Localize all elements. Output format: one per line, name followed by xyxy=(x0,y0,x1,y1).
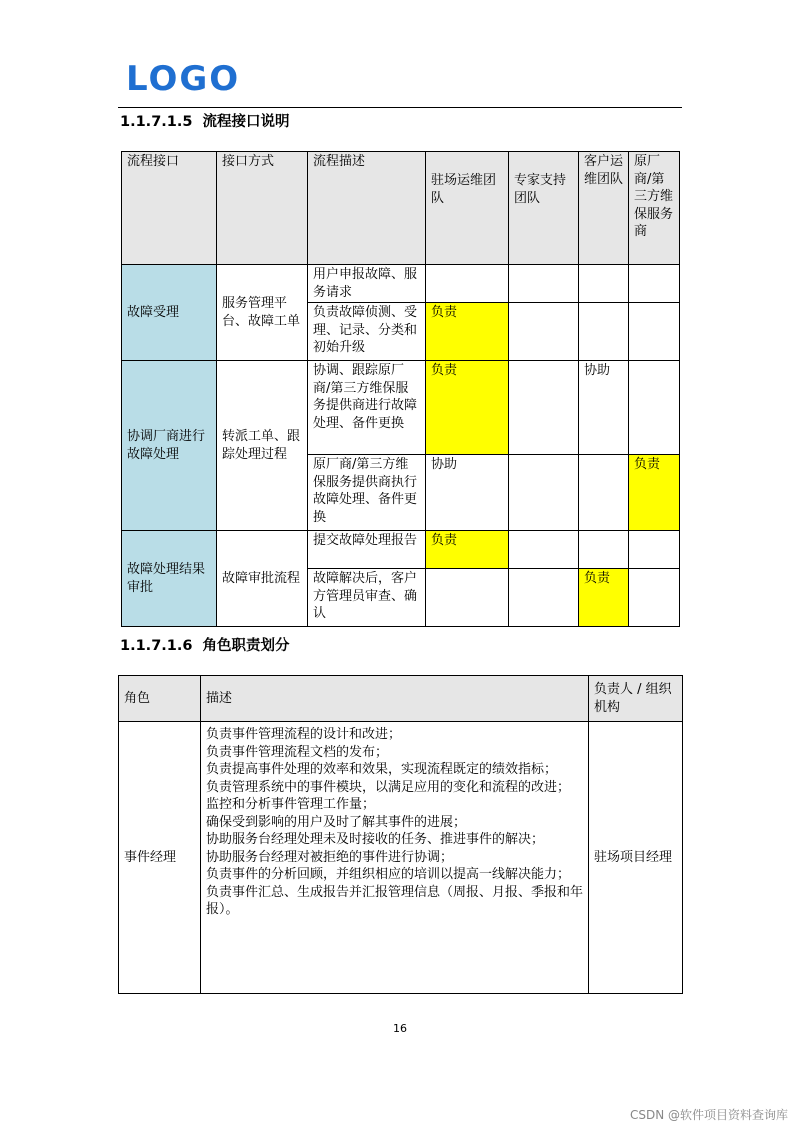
duty-line: 负责事件管理流程文档的发布； xyxy=(206,744,389,760)
resp-cell xyxy=(579,455,629,531)
duty-line: 负责事件的分析回顾，并组织相应的培训以提高一线解决能力； xyxy=(206,867,571,882)
stage-cell: 故障处理结果审批 xyxy=(122,531,217,627)
resp-cell: 负责 xyxy=(629,455,680,531)
resp-cell xyxy=(426,265,509,303)
resp-cell: 协助 xyxy=(579,361,629,455)
duty-line: 监控和分析事件管理工作量； xyxy=(206,797,376,812)
interface-table xyxy=(121,151,680,627)
page-number: 16 xyxy=(393,1022,407,1035)
resp-cell xyxy=(629,531,680,569)
col-header: 负责人 / 组织机构 xyxy=(589,676,683,722)
stage-cell: 故障受理 xyxy=(122,265,217,361)
resp-cell: 负责 xyxy=(426,303,509,361)
method-cell: 转派工单、跟踪处理过程 xyxy=(217,361,308,531)
header-rule xyxy=(118,107,682,108)
resp-cell xyxy=(509,361,579,455)
duty-line: 负责事件管理流程的设计和改进； xyxy=(206,727,402,742)
resp-cell xyxy=(509,455,579,531)
resp-cell: 负责 xyxy=(426,531,509,569)
section-number: 1.1.7.1.6 xyxy=(120,638,193,654)
duty-line: 协助服务台经理对被拒绝的事件进行协调； xyxy=(206,849,454,865)
resp-cell xyxy=(579,531,629,569)
col-header: 原厂商/第三方维保服务商 xyxy=(629,152,680,265)
section-title: 流程接口说明 xyxy=(202,114,290,130)
resp-cell xyxy=(579,265,629,303)
roles-table xyxy=(118,675,683,994)
col-header: 流程描述 xyxy=(308,152,426,265)
table-header-row xyxy=(119,676,683,722)
role-description xyxy=(201,722,589,994)
duty-line: 协助服务台经理处理未及时接收的任务、推进事件的解决； xyxy=(206,832,545,847)
section-heading-roles xyxy=(120,636,289,656)
watermark: CSDN @软件项目资料查询库 xyxy=(629,1108,788,1122)
desc-cell: 原厂商/第三方维保服务提供商执行故障处理、备件更换 xyxy=(308,455,426,531)
table-row xyxy=(122,265,680,303)
duty-line: 负责提高事件处理的效率和效果，实现流程既定的绩效指标； xyxy=(206,762,558,777)
table-row xyxy=(122,531,680,569)
resp-cell xyxy=(509,569,579,627)
col-header: 描述 xyxy=(201,676,589,722)
resp-cell xyxy=(629,303,680,361)
resp-cell xyxy=(629,361,680,455)
table-row xyxy=(119,722,683,994)
logo: LOGO xyxy=(126,59,241,99)
method-cell: 故障审批流程 xyxy=(217,531,308,627)
duty-line: 负责事件汇总、生成报告并汇报管理信息（周报、月报、季报和年报）。 xyxy=(206,884,584,917)
section-heading-interface xyxy=(120,112,289,132)
desc-cell: 协调、跟踪原厂商/第三方维保服务提供商进行故障处理、备件更换 xyxy=(308,361,426,455)
resp-cell: 负责 xyxy=(426,361,509,455)
col-header: 客户运维团队 xyxy=(579,152,629,265)
section-title: 角色职责划分 xyxy=(202,638,290,654)
stage-cell: 协调厂商进行故障处理 xyxy=(122,361,217,531)
desc-cell: 提交故障处理报告 xyxy=(308,531,426,569)
table-row xyxy=(122,361,680,455)
resp-cell xyxy=(579,303,629,361)
desc-cell: 负责故障侦测、受理、记录、分类和初始升级 xyxy=(308,303,426,361)
resp-cell xyxy=(629,569,680,627)
resp-cell xyxy=(509,303,579,361)
table-header-row xyxy=(122,152,680,265)
desc-cell: 用户申报故障、服务请求 xyxy=(308,265,426,303)
section-number: 1.1.7.1.5 xyxy=(120,114,193,130)
method-cell: 服务管理平台、故障工单 xyxy=(217,265,308,361)
resp-cell xyxy=(509,531,579,569)
col-header: 角色 xyxy=(119,676,201,722)
col-header: 专家支持团队 xyxy=(509,152,579,265)
resp-cell: 负责 xyxy=(579,569,629,627)
col-header: 驻场运维团队 xyxy=(426,152,509,265)
duty-line: 负责管理系统中的事件模块，以满足应用的变化和流程的改进； xyxy=(206,779,571,795)
owner-cell: 驻场项目经理 xyxy=(589,722,683,994)
duty-line: 确保受到影响的用户及时了解其事件的进展； xyxy=(206,814,467,830)
col-header: 接口方式 xyxy=(217,152,308,265)
resp-cell: 协助 xyxy=(426,455,509,531)
resp-cell xyxy=(426,569,509,627)
role-cell: 事件经理 xyxy=(119,722,201,994)
resp-cell xyxy=(629,265,680,303)
desc-cell: 故障解决后，客户方管理员审查、确认 xyxy=(308,569,426,627)
col-header: 流程接口 xyxy=(122,152,217,265)
resp-cell xyxy=(509,265,579,303)
